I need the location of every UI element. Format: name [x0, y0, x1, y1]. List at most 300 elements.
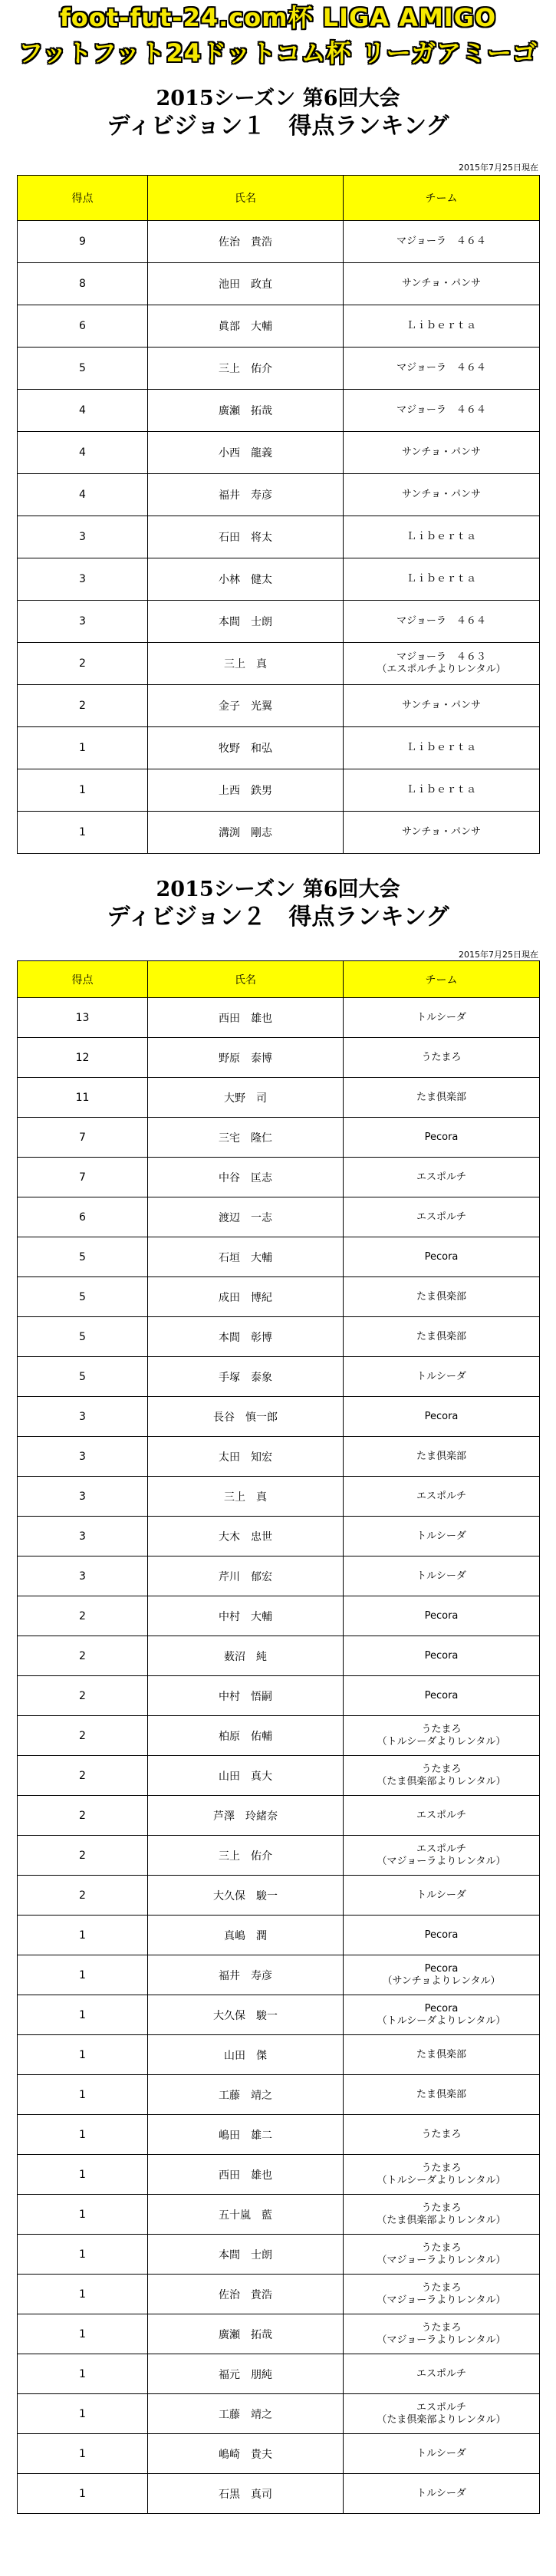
points-cell: 1: [18, 2195, 148, 2235]
team-cell: [344, 1197, 540, 1237]
points-cell: 13: [18, 998, 148, 1038]
team-cell: [344, 1477, 540, 1517]
points-cell: 5: [18, 1277, 148, 1317]
team-name: Pecora: [424, 1689, 459, 1701]
player-name-cell: 池田 政直: [148, 263, 344, 305]
points-cell: 1: [18, 2394, 148, 2434]
points-cell: 1: [18, 812, 148, 854]
points-cell: 1: [18, 1916, 148, 1955]
team-name: マジョーラ ４６４: [396, 404, 486, 416]
player-name-cell: 三宅 隆仁: [148, 1118, 344, 1158]
table-row: [18, 1916, 540, 1955]
team-rental-note: （サンチョよりレンタル）: [382, 1975, 501, 1987]
player-name-cell: 芹川 郁宏: [148, 1556, 344, 1596]
division2-title-line1: 2015シーズン 第6回大会: [156, 878, 400, 901]
table-row: [18, 1038, 540, 1078]
player-name-cell: 三上 佑介: [148, 348, 344, 390]
player-name-cell: 三上 佑介: [148, 1836, 344, 1876]
team-rental-note: （トルシーダよりレンタル）: [377, 1735, 506, 1748]
team-cell: [344, 727, 540, 769]
points-cell: 5: [18, 1357, 148, 1397]
player-name-cell: 上西 鉄男: [148, 769, 344, 812]
table-row: [18, 1158, 540, 1197]
team-name: エスポルチ: [416, 2367, 466, 2380]
team-cell: [344, 1836, 540, 1876]
table-row: [18, 2474, 540, 2514]
team-cell: [344, 769, 540, 812]
points-cell: 2: [18, 1636, 148, 1676]
player-name-cell: 溝渕 剛志: [148, 812, 344, 854]
division2-ranking-table: [17, 960, 540, 2514]
player-name-cell: 野原 泰博: [148, 1038, 344, 1078]
team-name: Pecora: [424, 1250, 459, 1263]
table-row: [18, 601, 540, 643]
table-row: [18, 1477, 540, 1517]
player-name-cell: 小西 龍義: [148, 432, 344, 474]
table-row: [18, 2434, 540, 2474]
points-cell: 3: [18, 1556, 148, 1596]
points-cell: 2: [18, 1836, 148, 1876]
header-name: 氏名: [148, 176, 344, 221]
team-name: エスポルチ: [416, 1171, 466, 1183]
table-row: [18, 1556, 540, 1596]
team-cell: [344, 558, 540, 601]
table-row: [18, 558, 540, 601]
points-cell: 12: [18, 1038, 148, 1078]
player-name-cell: 廣瀬 拓哉: [148, 390, 344, 432]
points-cell: 3: [18, 516, 148, 558]
team-name: Ｌｉｂｅｒｔａ: [406, 573, 476, 585]
header-name: 氏名: [148, 961, 344, 998]
points-cell: 1: [18, 2235, 148, 2275]
points-cell: 2: [18, 1716, 148, 1756]
team-name: サンチョ・パンサ: [402, 700, 481, 711]
team-name: トルシーダ: [416, 2447, 466, 2459]
points-cell: 1: [18, 2275, 148, 2314]
team-rental-note: （マジョーラよりレンタル）: [377, 2294, 506, 2306]
team-name: Pecora: [424, 1609, 459, 1622]
team-name: エスポルチ: [416, 1211, 466, 1223]
team-cell: [344, 601, 540, 643]
division2-title: [0, 877, 556, 932]
header-team: チーム: [344, 961, 540, 998]
player-name-cell: 福井 寿彦: [148, 1955, 344, 1995]
team-cell: [344, 2035, 540, 2075]
table-row: [18, 2394, 540, 2434]
points-cell: 3: [18, 1517, 148, 1556]
team-cell: [344, 2474, 540, 2514]
points-cell: 8: [18, 263, 148, 305]
team-name: Ｌｉｂｅｒｔａ: [406, 320, 476, 331]
player-name-cell: 三上 真: [148, 643, 344, 685]
table-row: [18, 1397, 540, 1437]
team-name: エスポルチ: [416, 2401, 466, 2413]
player-name-cell: 小林 健太: [148, 558, 344, 601]
player-name-cell: 渡辺 一志: [148, 1197, 344, 1237]
team-cell: [344, 2275, 540, 2314]
team-name: トルシーダ: [416, 1011, 466, 1023]
player-name-cell: 五十嵐 藍: [148, 2195, 344, 2235]
team-name: Ｌｉｂｅｒｔａ: [406, 742, 476, 753]
player-name-cell: 牧野 和弘: [148, 727, 344, 769]
points-cell: 1: [18, 2434, 148, 2474]
team-cell: [344, 2394, 540, 2434]
player-name-cell: 佐治 貴浩: [148, 2275, 344, 2314]
team-rental-note: （マジョーラよりレンタル）: [377, 1855, 506, 1867]
points-cell: 1: [18, 2314, 148, 2354]
table-row: [18, 812, 540, 854]
player-name-cell: 工藤 靖之: [148, 2394, 344, 2434]
table-row: [18, 1995, 540, 2035]
table-row: [18, 643, 540, 685]
team-name: サンチョ・パンサ: [402, 278, 481, 289]
player-name-cell: 山田 傑: [148, 2035, 344, 2075]
points-cell: 1: [18, 2035, 148, 2075]
team-cell: [344, 2115, 540, 2155]
points-cell: 2: [18, 1756, 148, 1796]
team-name: うたまろ: [421, 2162, 462, 2174]
team-rental-note: （トルシーダよりレンタル）: [377, 2014, 506, 2027]
team-name: たま倶楽部: [416, 1290, 466, 1303]
table-row: [18, 263, 540, 305]
team-cell: [344, 1437, 540, 1477]
points-cell: 2: [18, 1796, 148, 1836]
table-row: [18, 1078, 540, 1118]
player-name-cell: 真嶋 潤: [148, 1916, 344, 1955]
player-name-cell: 嶋田 雄二: [148, 2115, 344, 2155]
team-rental-note: （たま倶楽部よりレンタル）: [377, 2214, 506, 2226]
team-cell: [344, 1277, 540, 1317]
table-row: [18, 2115, 540, 2155]
team-cell: [344, 1796, 540, 1836]
player-name-cell: 本間 彰博: [148, 1317, 344, 1357]
table-row: [18, 1317, 540, 1357]
team-cell: [344, 2155, 540, 2195]
player-name-cell: 西田 雄也: [148, 998, 344, 1038]
team-cell: [344, 2075, 540, 2115]
team-name: Pecora: [424, 1929, 459, 1941]
table-row: [18, 1277, 540, 1317]
player-name-cell: 本間 士朗: [148, 2235, 344, 2275]
team-name: うたまろ: [421, 2321, 462, 2334]
player-name-cell: 芦澤 玲緒奈: [148, 1796, 344, 1836]
table-row: [18, 516, 540, 558]
team-name: マジョーラ ４６４: [396, 615, 486, 627]
team-name: うたまろ: [421, 2202, 462, 2214]
team-name: トルシーダ: [416, 1889, 466, 1901]
points-cell: 4: [18, 474, 148, 516]
points-cell: 3: [18, 1477, 148, 1517]
division1-title-line2: ディビジョン１ 得点ランキング: [107, 113, 449, 140]
player-name-cell: 西田 雄也: [148, 2155, 344, 2195]
banner-title-ja: フットフット24ドットコム杯 リーガアミーゴ: [18, 38, 538, 68]
table-row: [18, 1796, 540, 1836]
division1-as-of-date: 2015年7月25日現在: [459, 163, 538, 173]
team-rental-note: （マジョーラよりレンタル）: [377, 2254, 506, 2266]
player-name-cell: 大木 忠世: [148, 1517, 344, 1556]
team-cell: [344, 998, 540, 1038]
points-cell: 2: [18, 643, 148, 685]
team-cell: [344, 1158, 540, 1197]
team-cell: [344, 432, 540, 474]
team-cell: [344, 1357, 540, 1397]
banner-title-en: foot-fut-24.com杯 LIGA AMIGO: [59, 3, 497, 32]
table-row: [18, 2314, 540, 2354]
team-cell: [344, 1876, 540, 1916]
team-cell: [344, 1716, 540, 1756]
team-cell: [344, 685, 540, 727]
points-cell: 1: [18, 2354, 148, 2394]
points-cell: 2: [18, 685, 148, 727]
table-row: [18, 1596, 540, 1636]
points-cell: 1: [18, 2155, 148, 2195]
player-name-cell: 薮沼 純: [148, 1636, 344, 1676]
team-name: トルシーダ: [416, 1570, 466, 1582]
player-name-cell: 中谷 匡志: [148, 1158, 344, 1197]
team-cell: [344, 1995, 540, 2035]
team-rental-note: （マジョーラよりレンタル）: [377, 2334, 506, 2346]
player-name-cell: 成田 博紀: [148, 1277, 344, 1317]
team-cell: [344, 2195, 540, 2235]
table-row: [18, 2155, 540, 2195]
team-name: Ｌｉｂｅｒｔａ: [406, 531, 476, 542]
points-cell: 1: [18, 2115, 148, 2155]
division1-title: [0, 86, 556, 141]
team-name: たま倶楽部: [416, 1091, 466, 1103]
table-row: [18, 1197, 540, 1237]
team-cell: [344, 305, 540, 348]
team-cell: [344, 1517, 540, 1556]
points-cell: 1: [18, 1995, 148, 2035]
team-name: うたまろ: [421, 2242, 462, 2254]
points-cell: 6: [18, 305, 148, 348]
team-name: Pecora: [424, 1649, 459, 1662]
points-cell: 1: [18, 727, 148, 769]
team-name: Pecora: [424, 1131, 459, 1143]
table-row: [18, 1636, 540, 1676]
table-row: [18, 1517, 540, 1556]
table-row: [18, 2075, 540, 2115]
header-points: 得点: [18, 961, 148, 998]
player-name-cell: 三上 真: [148, 1477, 344, 1517]
team-cell: [344, 1756, 540, 1796]
player-name-cell: 嶋崎 貴夫: [148, 2434, 344, 2474]
table-row: [18, 2354, 540, 2394]
team-rental-note: （たま倶楽部よりレンタル）: [377, 1775, 506, 1787]
player-name-cell: 中村 悟嗣: [148, 1676, 344, 1716]
team-name: エスポルチ: [416, 1843, 466, 1855]
team-name: Pecora: [424, 1410, 459, 1422]
table-header-row: [18, 176, 540, 221]
team-cell: [344, 1596, 540, 1636]
points-cell: 3: [18, 601, 148, 643]
table-row: [18, 998, 540, 1038]
team-name: トルシーダ: [416, 1370, 466, 1382]
points-cell: 2: [18, 1676, 148, 1716]
team-name: Ｌｉｂｅｒｔａ: [406, 784, 476, 796]
points-cell: 4: [18, 432, 148, 474]
player-name-cell: 佐治 貴浩: [148, 221, 344, 263]
team-rental-note: （エスポルチよりレンタル）: [377, 664, 506, 675]
team-name: Pecora: [424, 1962, 459, 1975]
table-row: [18, 390, 540, 432]
team-name: トルシーダ: [416, 2487, 466, 2499]
table-row: [18, 727, 540, 769]
team-name: たま倶楽部: [416, 1450, 466, 1462]
team-cell: [344, 1078, 540, 1118]
team-name: サンチョ・パンサ: [402, 826, 481, 838]
table-row: [18, 1756, 540, 1796]
points-cell: 3: [18, 1437, 148, 1477]
table-row: [18, 1118, 540, 1158]
team-cell: [344, 2354, 540, 2394]
player-name-cell: 石黒 真司: [148, 2474, 344, 2514]
table-row: [18, 769, 540, 812]
team-cell: [344, 221, 540, 263]
player-name-cell: 太田 知宏: [148, 1437, 344, 1477]
table-row: [18, 1836, 540, 1876]
banner: [0, 0, 556, 71]
table-row: [18, 1876, 540, 1916]
team-name: エスポルチ: [416, 1809, 466, 1821]
player-name-cell: 金子 光翼: [148, 685, 344, 727]
team-cell: [344, 1038, 540, 1078]
team-cell: [344, 263, 540, 305]
table-row: [18, 1676, 540, 1716]
team-cell: [344, 2235, 540, 2275]
team-name: うたまろ: [421, 2128, 462, 2140]
player-name-cell: 山田 真大: [148, 1756, 344, 1796]
points-cell: 1: [18, 2474, 148, 2514]
team-cell: [344, 390, 540, 432]
player-name-cell: 手塚 泰象: [148, 1357, 344, 1397]
team-name: うたまろ: [421, 1763, 462, 1775]
team-cell: [344, 1237, 540, 1277]
team-name: たま倶楽部: [416, 2048, 466, 2060]
player-name-cell: 眞部 大輔: [148, 305, 344, 348]
player-name-cell: 福井 寿彦: [148, 474, 344, 516]
table-row: [18, 1437, 540, 1477]
table-row: [18, 221, 540, 263]
team-name: マジョーラ ４６３: [396, 651, 486, 663]
player-name-cell: 本間 士朗: [148, 601, 344, 643]
table-row: [18, 1955, 540, 1995]
team-cell: [344, 1397, 540, 1437]
table-row: [18, 1357, 540, 1397]
division2-as-of-date: 2015年7月25日現在: [459, 950, 538, 960]
player-name-cell: 長谷 慎一郎: [148, 1397, 344, 1437]
header-team: チーム: [344, 176, 540, 221]
division2-table-body: [18, 998, 540, 2514]
division1-ranking-table: [17, 175, 540, 854]
team-cell: [344, 1916, 540, 1955]
points-cell: 9: [18, 221, 148, 263]
points-cell: 7: [18, 1118, 148, 1158]
team-cell: [344, 474, 540, 516]
team-name: Pecora: [424, 2002, 459, 2014]
points-cell: 4: [18, 390, 148, 432]
team-cell: [344, 1556, 540, 1596]
points-cell: 3: [18, 558, 148, 601]
team-name: トルシーダ: [416, 1530, 466, 1542]
player-name-cell: 石田 将太: [148, 516, 344, 558]
points-cell: 2: [18, 1876, 148, 1916]
team-cell: [344, 643, 540, 685]
team-cell: [344, 2314, 540, 2354]
table-row: [18, 685, 540, 727]
player-name-cell: 柏原 佑輔: [148, 1716, 344, 1756]
points-cell: 6: [18, 1197, 148, 1237]
table-row: [18, 432, 540, 474]
team-name: うたまろ: [421, 2281, 462, 2294]
team-cell: [344, 1955, 540, 1995]
table-row: [18, 2235, 540, 2275]
team-name: たま倶楽部: [416, 1330, 466, 1342]
team-name: エスポルチ: [416, 1490, 466, 1502]
team-cell: [344, 812, 540, 854]
team-cell: [344, 1636, 540, 1676]
team-cell: [344, 348, 540, 390]
team-cell: [344, 2434, 540, 2474]
points-cell: 3: [18, 1397, 148, 1437]
team-rental-note: （たま倶楽部よりレンタル）: [377, 2413, 506, 2426]
points-cell: 1: [18, 769, 148, 812]
player-name-cell: 中村 大輔: [148, 1596, 344, 1636]
team-name: うたまろ: [421, 1051, 462, 1063]
division2-title-line2: ディビジョン２ 得点ランキング: [107, 904, 449, 931]
points-cell: 1: [18, 1955, 148, 1995]
table-row: [18, 1237, 540, 1277]
points-cell: 1: [18, 2075, 148, 2115]
division1-title-line1: 2015シーズン 第6回大会: [156, 87, 400, 110]
table-row: [18, 474, 540, 516]
player-name-cell: 大久保 駿一: [148, 1876, 344, 1916]
player-name-cell: 大久保 駿一: [148, 1995, 344, 2035]
team-name: サンチョ・パンサ: [402, 446, 481, 458]
table-row: [18, 2275, 540, 2314]
player-name-cell: 福元 朋純: [148, 2354, 344, 2394]
team-cell: [344, 1118, 540, 1158]
table-header-row: [18, 961, 540, 998]
points-cell: 5: [18, 348, 148, 390]
team-name: うたまろ: [421, 1723, 462, 1735]
header-points: 得点: [18, 176, 148, 221]
table-row: [18, 2195, 540, 2235]
team-name: たま倶楽部: [416, 2088, 466, 2100]
points-cell: 5: [18, 1317, 148, 1357]
table-row: [18, 348, 540, 390]
team-name: マジョーラ ４６４: [396, 236, 486, 247]
table-row: [18, 1716, 540, 1756]
points-cell: 2: [18, 1596, 148, 1636]
table-row: [18, 2035, 540, 2075]
team-cell: [344, 1317, 540, 1357]
player-name-cell: 廣瀬 拓哉: [148, 2314, 344, 2354]
player-name-cell: 工藤 靖之: [148, 2075, 344, 2115]
player-name-cell: 石垣 大輔: [148, 1237, 344, 1277]
points-cell: 5: [18, 1237, 148, 1277]
team-cell: [344, 516, 540, 558]
division1-table-body: [18, 221, 540, 854]
points-cell: 11: [18, 1078, 148, 1118]
team-name: サンチョ・パンサ: [402, 489, 481, 500]
table-row: [18, 305, 540, 348]
player-name-cell: 大野 司: [148, 1078, 344, 1118]
team-name: マジョーラ ４６４: [396, 362, 486, 374]
team-rental-note: （トルシーダよりレンタル）: [377, 2174, 506, 2186]
team-cell: [344, 1676, 540, 1716]
points-cell: 7: [18, 1158, 148, 1197]
